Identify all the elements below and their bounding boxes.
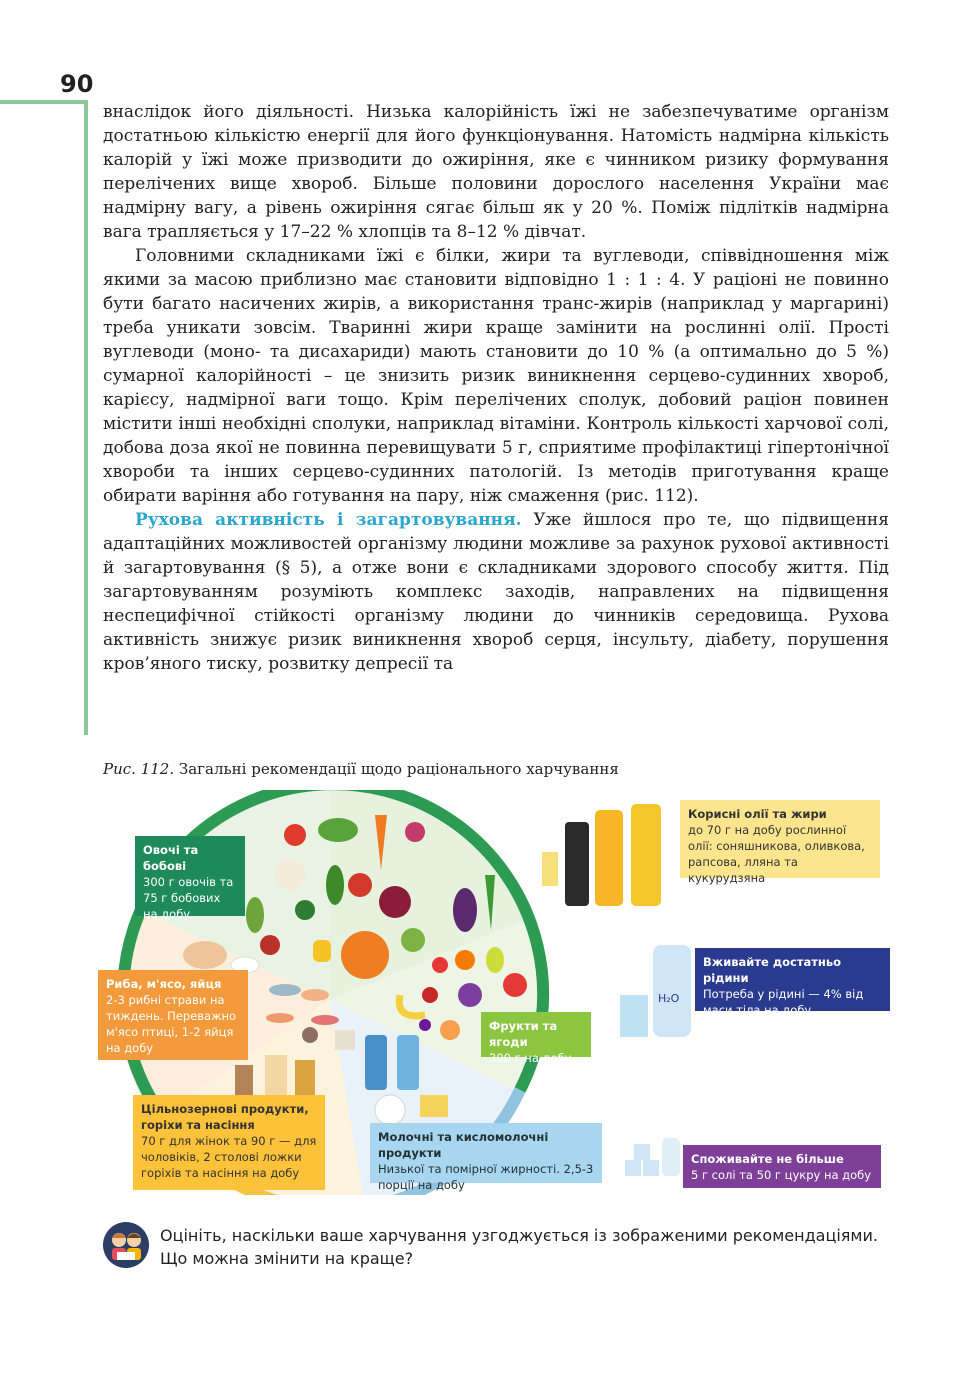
paragraph-2: Головними складниками їжі є білки, жири та вуглеводи, співвідношення між якими за масою приблизно має становити відповідно 1 : 1 : 4. У раціоні не повинно бути багато насичених жирів, а використання транс-жирів (наприклад у маргарині) треба уникати зовсім. Тваринні жири краще замінити на рослинні олії. Прості вуглеводи (моно- та дисахариди) мають становити до 10 % (а оптимально до 5 %) сумарної калорійності – це знизить ризик виникнення серцево-судинних хвороб, карієсу, надмірної ваги тощо. Крім перелічених сполук, добовий раціон повинен містити інші необхідні сполуки, наприклад вітаміни. Контроль кількості харчової солі, добова доза якої не повинна перевищувати 5 г, сприятиме профілактиці гіпертонічної хвороби та інших серцево-судинних патологій. Із методів приготування краще обирати варіння або готування на пару, ніж смаження (рис. 112). (103, 246, 889, 506)
peach-icon (440, 1020, 460, 1040)
figure-caption (103, 760, 619, 778)
nutrition-infographic (95, 790, 895, 1195)
eggplant-icon (453, 888, 477, 932)
section-heading: Рухова активність і загартовування. (135, 510, 522, 530)
limit-box: Споживайте не більше 5 г солі та 50 г цукру на добу (683, 1145, 881, 1188)
olive-oil-bottle-icon (542, 852, 558, 886)
cottage-cheese-icon (375, 1095, 405, 1125)
page-number: 90 (60, 70, 94, 98)
yogurt-bottle-icon (365, 1035, 387, 1090)
fruit-box: Фрукти та ягоди 300 г на добу (481, 1012, 591, 1057)
pepper-icon (313, 940, 331, 962)
reflection-question: Оцініть, наскільки ваше харчування узгоджується із зображеними рекомендаціями. Що можна змінити на краще? (160, 1226, 878, 1268)
orange-icon (455, 950, 475, 970)
chili-icon (260, 935, 280, 955)
cabbage-icon (318, 818, 358, 842)
salt-shaker-icon (662, 1138, 680, 1176)
sugar-cube-icon (625, 1160, 641, 1176)
water-bottle-icon (653, 945, 691, 1037)
chicken-icon (183, 941, 227, 969)
beet-icon (379, 886, 411, 918)
apple-icon (503, 973, 527, 997)
sunflower-oil-bottle-icon (595, 810, 623, 906)
pumpkin-icon (341, 931, 389, 979)
water-box: Вживайте достатньо рідини Потреба у рідині — 4% від маси тіла на добу (695, 948, 890, 1011)
top-divider (0, 100, 88, 104)
corn-oil-bottle-icon (631, 804, 661, 906)
radish-icon (405, 822, 425, 842)
oil-box: Корисні олії та жири до 70 г на добу рослинної олії: соняшникова, оливкова, рапсова, лляна та кукурудзяна (680, 800, 880, 878)
zucchini-icon (246, 897, 264, 933)
paragraph-3: Рухова активність і загартовування. Уже йшлося про те, що підвищення адаптаційних можливостей організму людини можливе за рахунок рухової активності й загартовування (§ 5), а отже вони є складниками здорового способу життя. Під загартовуванням розуміють комплекс заходів, направлених на підвищення неспецифічної стійкості організму людини до чинників середовища. Рухова активність знижує ризик виникнення хвороб серця, інсульту, діабету, порушення кров’яного тиску, розвитку депресії та (103, 510, 889, 674)
side-margin-bar (84, 100, 88, 735)
tomato-icon (284, 824, 306, 846)
dairy-box: Молочні та кисломолочні продукти Низької та помірної жирності. 2,5-3 порції на добу (370, 1123, 602, 1183)
students-discussion-icon (103, 1222, 149, 1268)
fish-meat-box: Риба, м'ясо, яйця 2-3 рибні страви на тиждень. Переважно м'ясо птиці, 1-2 яйця на добу (98, 970, 248, 1060)
paragraph-1: внаслідок його діяльності. Низька калорійність їжі не забезпечуватиме організм достатньою кількістю енергії для його функціонування. Натомість надмірна кількість калорій у їжі може призводити до ожиріння, яке є чинником ризику формування перелічених вище хвороб. Більше половини дорослого населення України має надмірну вагу, а рівень ожиріння сягає більш як у 20 %. Поміж підлітків надмірна вага трапляється у 17–22 % хлопців та 8–12 % дівчат. (103, 102, 889, 242)
figure-caption-text: Загальні рекомендації щодо раціонального харчування (178, 760, 619, 778)
pear-icon (486, 947, 504, 973)
body-text (103, 100, 889, 676)
kefir-bottle-icon (397, 1035, 419, 1090)
cheese-icon (420, 1095, 448, 1117)
cauliflower-icon (275, 860, 305, 890)
svg-text:H₂O: H₂O (658, 992, 680, 1005)
grain-box: Цільнозернові продукти, горіхи та насіння 70 г для жінок та 90 г — для чоловіків, 2 столові ложки горіхів та насіння на добу (133, 1095, 325, 1190)
grapes-icon (458, 983, 482, 1007)
fish-icon (269, 984, 301, 996)
veg-box: Овочі та бобові 300 г овочів та 75 г бобових на добу (135, 836, 245, 916)
cucumber-icon (326, 865, 344, 905)
water-glass-icon (620, 995, 648, 1037)
dark-oil-bottle-icon (565, 822, 589, 906)
figure-number: Рис. 112. (103, 760, 175, 778)
